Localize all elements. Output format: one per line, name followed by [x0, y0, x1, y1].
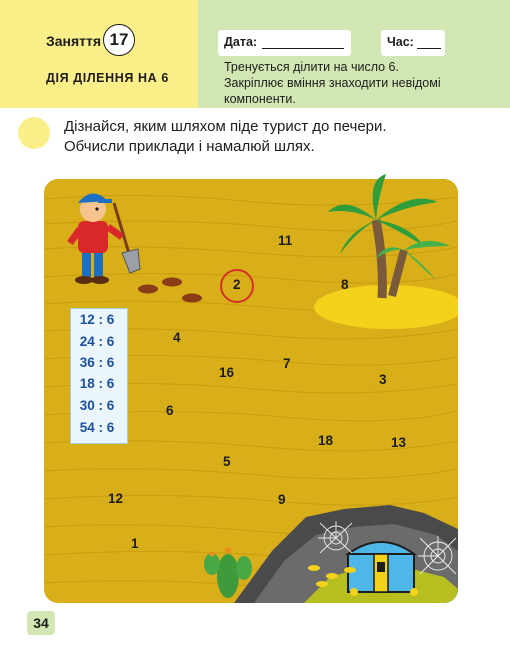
- map-number[interactable]: 8: [341, 277, 349, 292]
- map-number[interactable]: 11: [278, 233, 293, 248]
- time-label: Час:: [387, 35, 414, 49]
- lesson-number-badge: 17: [103, 24, 135, 56]
- lesson-label: Заняття: [46, 33, 102, 49]
- expressions-scroll: [66, 302, 128, 448]
- map-number[interactable]: 16: [219, 365, 235, 380]
- task-marker: [18, 117, 50, 149]
- map-number[interactable]: 1: [131, 536, 139, 551]
- expression: 30 : 6: [79, 398, 115, 413]
- date-label: Дата:: [224, 35, 258, 49]
- page-number: 34: [27, 611, 55, 635]
- time-line: [417, 48, 441, 49]
- spider-web-icon: [418, 536, 458, 576]
- map-number[interactable]: 4: [173, 330, 181, 345]
- tourist-boy-figure: [58, 183, 150, 289]
- expression: 54 : 6: [79, 420, 115, 435]
- gold-coins: [304, 560, 364, 588]
- expression: 12 : 6: [79, 312, 115, 327]
- map-number[interactable]: 12: [108, 491, 124, 506]
- goal-line: Тренується ділити на число 6.: [224, 60, 399, 74]
- lesson-title: ДІЯ ДІЛЕННЯ НА 6: [46, 71, 169, 85]
- spider-web-icon: [318, 521, 354, 555]
- lesson-goals: [224, 59, 504, 107]
- map-number[interactable]: 13: [391, 435, 407, 450]
- map-number[interactable]: 3: [379, 372, 387, 387]
- map-number[interactable]: 6: [166, 403, 174, 418]
- map-number[interactable]: 7: [283, 356, 291, 371]
- map-number[interactable]: 5: [223, 454, 231, 469]
- map-number[interactable]: 9: [278, 492, 286, 507]
- date-field[interactable]: [218, 30, 351, 56]
- time-field[interactable]: [381, 30, 445, 56]
- map-number[interactable]: 18: [318, 433, 334, 448]
- expression: 18 : 6: [79, 376, 115, 391]
- map-number[interactable]: 2: [233, 277, 241, 292]
- header-lesson-panel: [0, 0, 198, 108]
- date-line: [262, 48, 344, 49]
- goal-line: Закріплює вміння знаходити невідомі компоненти.: [224, 76, 441, 106]
- task-instruction: Дізнайся, яким шляхом піде турист до печери. Обчисли приклади і намалюй шлях.: [64, 118, 387, 155]
- expression: 24 : 6: [79, 334, 115, 349]
- expression: 36 : 6: [79, 355, 115, 370]
- cactus: [198, 538, 258, 602]
